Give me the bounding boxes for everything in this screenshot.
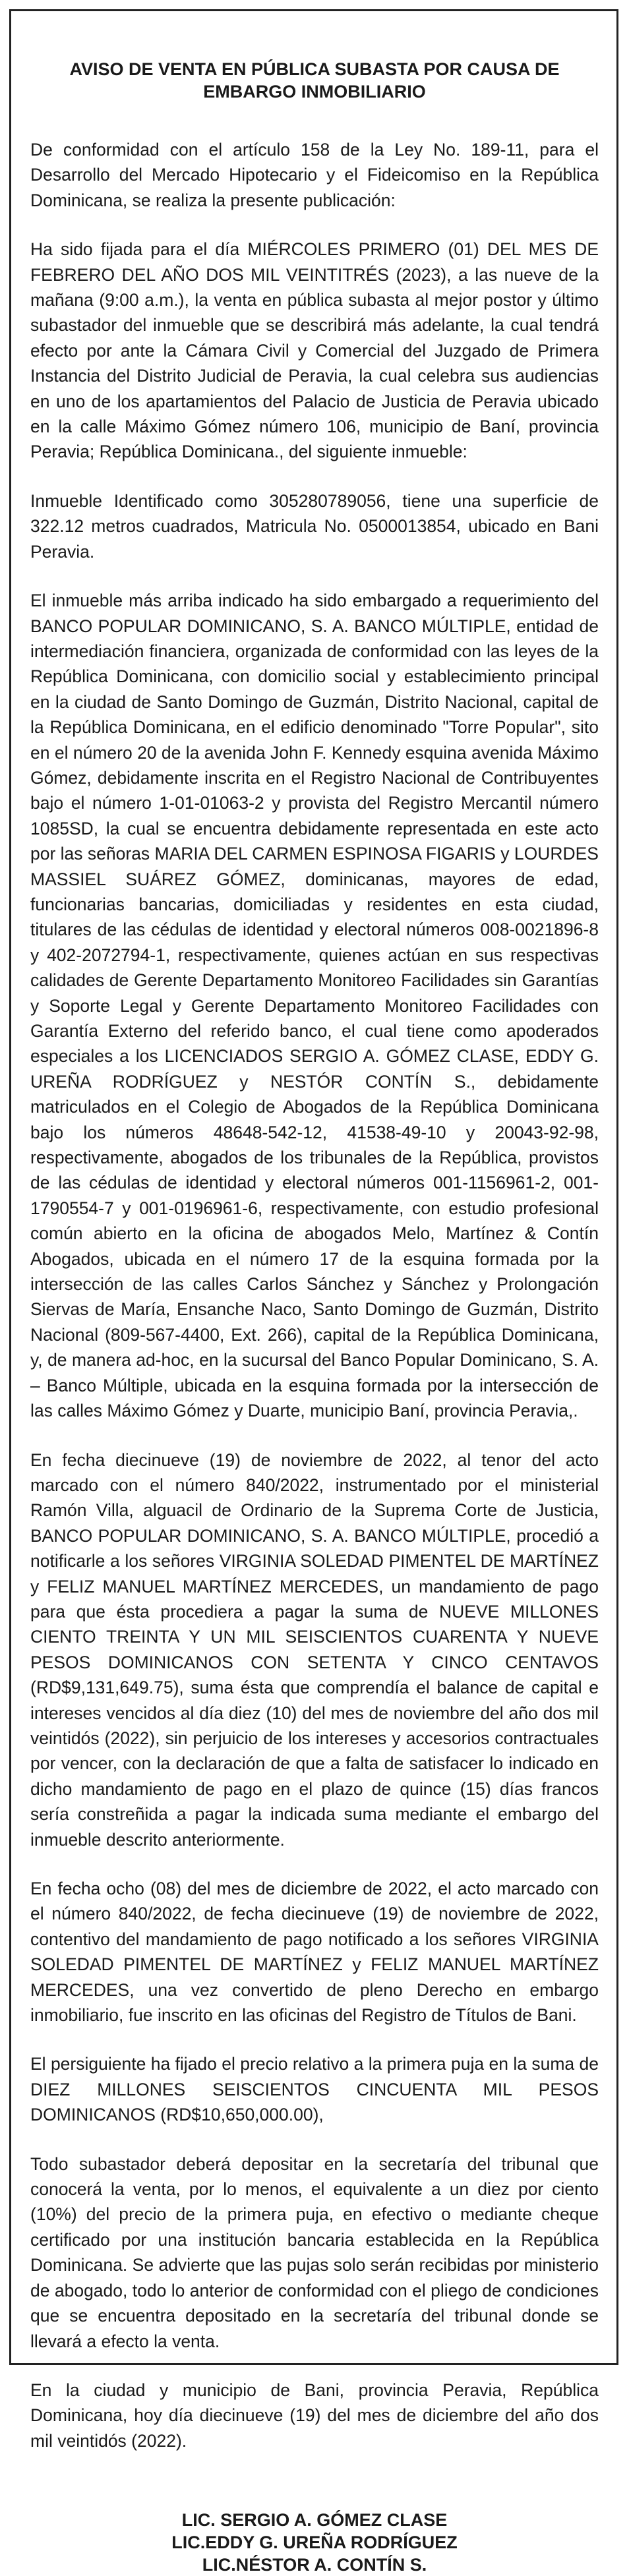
signature-block: [30, 2509, 599, 2576]
paragraph-legal-basis: De conformidad con el artículo 158 de la Ley No. 189-11, para el Desarrollo del Mercado Hipotecario y el Fideicomiso en la República Dominicana, se realiza la presente publicación:: [30, 140, 599, 210]
signature-line: LIC.NÉSTOR A. CONTÍN S.: [202, 2555, 427, 2575]
signature-line: LIC. SERGIO A. GÓMEZ CLASE: [181, 2510, 448, 2531]
paragraph-place-date: En la ciudad y municipio de Bani, provincia Peravia, República Dominicana, hoy día diecinueve (19) del mes de diciembre del año dos mil veintidós (2022).: [30, 2380, 599, 2451]
paragraph-seizing-party: El inmueble más arriba indicado ha sido embargado a requerimiento del BANCO POPULAR DOMINICANO, S. A. BANCO MÚLTIPLE, entidad de intermediación financiera, organizada de conformidad con las leyes de la República Dominicana, con domicilio social y establecimiento principal en la ciudad de Santo Domingo de Guzmán, Distrito Nacional, capital de la República Dominicana, en el edificio denominado "Torre Popular", sito en el número 20 de la avenida John F. Kennedy esquina avenida Máximo Gómez, debidamente inscrita en el Registro Nacional de Contribuyentes bajo el número 1-01-01063-2 y provista del Registro Mercantil número 1085SD, la cual se encuentra debidamente representada en este acto por las señoras MARIA DEL CARMEN ESPINOSA FIGARIS y LOURDES MASSIEL SUÁREZ GÓMEZ, dominicanas, mayores de edad, funcionarias bancarias, domiciliadas y residentes en esta ciudad, titulares de las cédulas de identidad y electoral números 008-0021896-8 y 402-2072794-1, respectivamente, quienes actúan en sus respectivas calidades de Gerente Departamento Monitoreo Facilidades sin Garantías y Soporte Legal y Gerente Departamento Monitoreo Facilidades con Garantía Externo del referido banco, el cual tiene como apoderados especiales a los LICENCIADOS SERGIO A. GÓMEZ CLASE, EDDY G. UREÑA RODRÍGUEZ y NESTÓR CONTÍN S., debidamente matriculados en el Colegio de Abogados de la República Dominicana bajo los números 48648-542-12, 41538-49-10 y 20043-92-98, respectivamente, abogados de los tribunales de la República, provistos de las cédulas de identidad y electoral números 001-1156961-2, 001-1790554-7 y 001-0196961-6, respectivamente, con estudio profesional común abierto en la oficina de abogados Melo, Martínez & Contín Abogados, ubicada en el número 17 de la esquina formada por la intersección de las calles Carlos Sánchez y Sánchez y Prolongación Siervas de María, Ensanche Naco, Santo Domingo de Guzmán, Distrito Nacional (809-567-4400, Ext. 266), capital de la República Dominicana, y, de manera ad-hoc, en la sucursal del Banco Popular Dominicano, S. A. – Banco Múltiple, ubicada en la esquina formada por la intersección de las calles Máximo Gómez y Duarte, municipio Baní, provincia Peravia,.: [30, 591, 599, 1421]
paragraph-payment-order: En fecha diecinueve (19) de noviembre de 2022, al tenor del acto marcado con el número 840/2022, instrumentado por el ministerial Ramón Villa, alguacil de Ordinario de la Suprema Corte de Justicia, BANCO POPULAR DOMINICANO, S. A. BANCO MÚLTIPLE, procedió a notificarle a los señores VIRGINIA SOLEDAD PIMENTEL DE MARTÍNEZ y FELIZ MANUEL MARTÍNEZ MERCEDES, un mandamiento de pago para que ésta procediera a pagar la suma de NUEVE MILLONES CIENTO TREINTA Y UN MIL SEISCIENTOS CUARENTA Y NUEVE PESOS DOMINICANOS CON SETENTA Y CINCO CENTAVOS (RD$9,131,649.75), suma ésta que comprendía el balance de capital e intereses vencidos al día diez (10) del mes de noviembre del año dos mil veintidós (2022), sin perjuicio de los intereses y accesorios contractuales por vencer, con la declaración de que a falta de satisfacer lo indicado en dicho mandamiento de pago en el plazo de quince (15) días francos sería constreñida a pagar la indicada suma mediante el embargo del inmueble descrito anteriormente.: [30, 1449, 599, 1850]
notice-title: [30, 58, 599, 103]
notice-title-line-1: AVISO DE VENTA EN PÚBLICA SUBASTA POR CAUSA DE: [69, 59, 560, 79]
paragraph-registration: En fecha ocho (08) del mes de diciembre de 2022, el acto marcado con el número 840/2022, de fecha diecinueve (19) de noviembre de 2022, contentivo del mandamiento de pago notificado a los señores VIRGINIA SOLEDAD PIMENTEL DE MARTÍNEZ y FELIZ MANUEL MARTÍNEZ MERCEDES, una vez convertido de pleno Derecho en embargo inmobiliario, fue inscrito en las oficinas del Registro de Títulos de Bani.: [30, 1879, 599, 2026]
paragraph-first-bid-price: El persiguiente ha fijado el precio relativo a la primera puja en la suma de DIEZ MILLONES SEISCIENTOS CINCUENTA MIL PESOS DOMINICANOS (RD$10,650,000.00),: [30, 2054, 599, 2125]
notice-title-line-2: EMBARGO INMOBILIARIO: [203, 82, 426, 102]
paragraph-deposit-conditions: Todo subastador deberá depositar en la secretaría del tribunal que conocerá la venta, por lo menos, el equivalente a un diez por ciento (10%) del precio de la primera puja, en efectivo o mediante cheque certificado por una institución bancaria establecida en la República Dominicana. Se advierte que las pujas solo serán recibidas por ministerio de abogado, todo lo anterior de conformidad con el pliego de condiciones que se encuentra depositado en la secretaría del tribunal donde se llevará a efecto la venta.: [30, 2153, 599, 2351]
paragraph-auction-date: Ha sido fijada para el día MIÉRCOLES PRIMERO (01) DEL MES DE FEBRERO DEL AÑO DOS MIL VEINTITRÉS (2023), a las nueve de la mañana (9:00 a.m.), la venta en pública subasta al mejor postor y último subastador del inmueble que se describirá más adelante, la cual tendrá efecto por ante la Cámara Civil y Comercial del Juzgado de Primera Instancia del Distrito Judicial de Peravia, la cual celebra sus audiencias en uno de los apartamientos del Palacio de Justicia de Peravia ubicado en la calle Máximo Gómez número 106, municipio de Baní, provincia Peravia; República Dominicana., del siguiente inmueble:: [30, 239, 599, 462]
notice-content: [30, 26, 599, 2576]
paragraph-property-id: Inmueble Identificado como 305280789056, tiene una superficie de 322.12 metros cuadrados, Matricula No. 0500013854, ubicado en Bani Peravia.: [30, 490, 599, 562]
signature-line: LIC.EDDY G. UREÑA RODRÍGUEZ: [171, 2532, 458, 2553]
